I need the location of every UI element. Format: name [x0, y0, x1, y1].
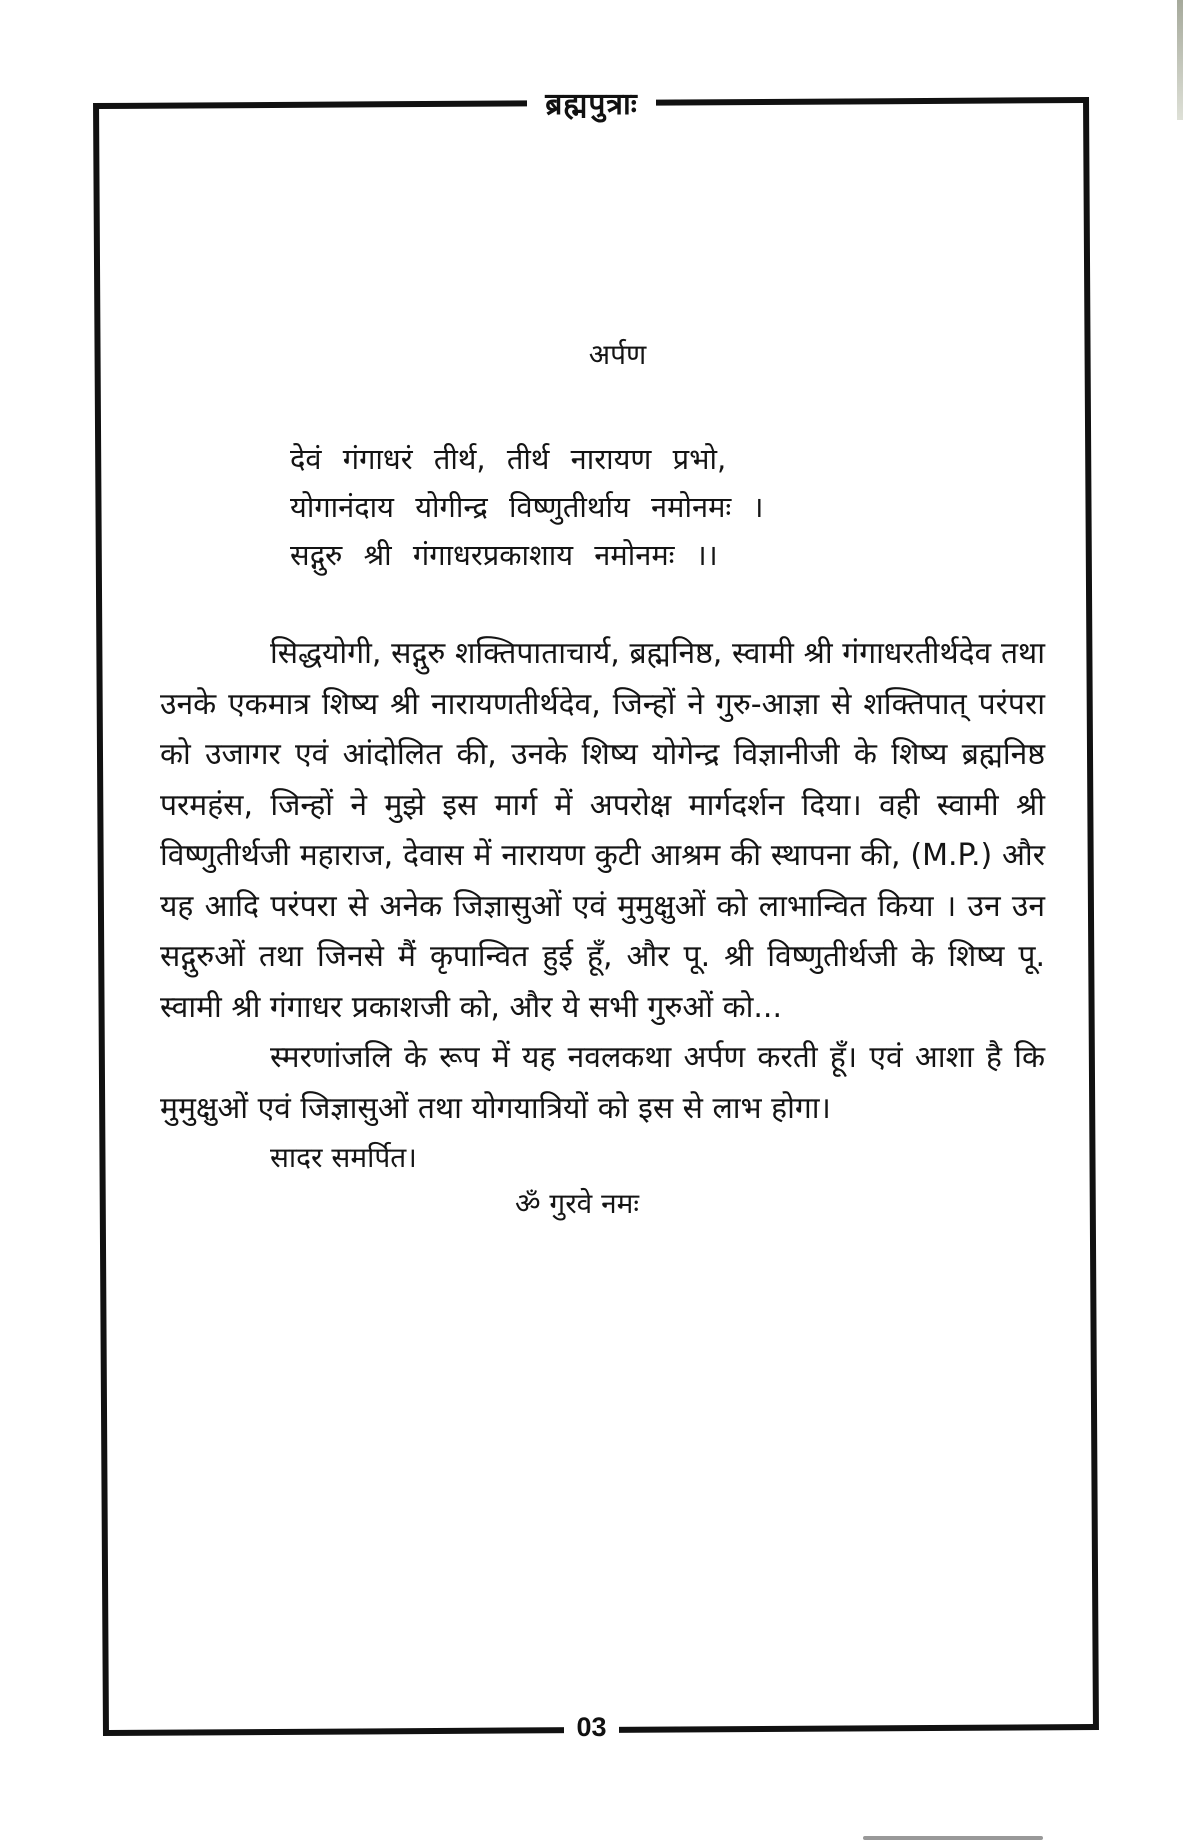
verse-line: देवं गंगाधरं तीर्थ, तीर्थ नारायण प्रभो,: [290, 442, 727, 476]
paragraph: सिद्धयोगी, सद्गुरु शक्तिपाताचार्य, ब्रह्मनिष्ठ, स्वामी श्री गंगाधरतीर्थदेव तथा उनके एकमात्र शिष्य श्री नारायणतीर्थदेव, जिन्हों ने गुरु-आज्ञा से शक्तिपात् परंपरा को उजागर एवं आंदोलित की, उनके शिष्य योगेन्द्र विज्ञानीजी के शिष्य ब्रह्मनिष्ठ परमहंस, जिन्हों ने मुझे इस मार्ग में अपरोक्ष मार्गदर्शन दिया। वही स्वामी श्री विष्णुतीर्थजी महाराज, देवास में नारायण कुटी आश्रम की स्थापना की, (M.P.) और यह आदि परंपरा से अनेक जिज्ञासुओं एवं मुमुक्षुओं को लाभान्वित किया । उन उन सद्गुरुओं तथा जिनसे मैं कृपान्वित हुई हूँ, और पू. श्री विष्णुतीर्थजी के शिष्य पू. स्वामी श्री गंगाधर प्रकाशजी को, और ये सभी गुरुओं को...: [160, 636, 1045, 1025]
page-edge-shadow-bottom: [863, 1836, 1043, 1840]
running-header: [0, 82, 1183, 123]
section-title: अर्पण: [588, 338, 647, 371]
page-footer: [0, 1712, 1183, 1743]
paragraph: स्मरणांजलि के रूप में यह नवलकथा अर्पण करती हूँ। एवं आशा है कि मुमुक्षुओं एवं जिज्ञासुओं तथा योगयात्रियों को इस से लाभ होगा।: [160, 1040, 1045, 1126]
invocation: ॐ गुरवे नमः: [515, 1187, 640, 1220]
closing-line: सादर समर्पित।: [270, 1141, 417, 1174]
page-content: [160, 335, 1045, 1222]
page-number: 03: [564, 1712, 618, 1742]
dedication-verse: [160, 435, 1045, 579]
dedication-body: [160, 629, 1045, 1134]
verse-line: योगानंदाय योगीन्द्र विष्णुतीर्थाय नमोनमः ।: [290, 490, 764, 524]
book-title: ब्रह्मपुत्राः: [527, 87, 656, 122]
verse-line: सद्गुरु श्री गंगाधरप्रकाशाय नमोनमः ।।: [290, 538, 718, 572]
